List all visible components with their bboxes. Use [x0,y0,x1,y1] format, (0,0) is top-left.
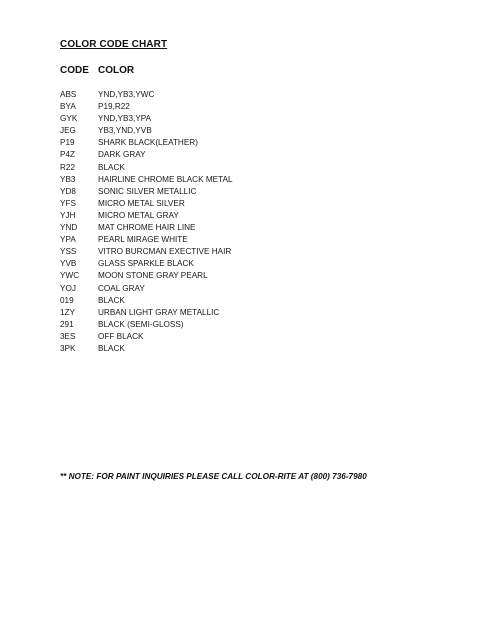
table-row [60,149,233,161]
color-code-cell: YND [60,223,78,233]
page-title: COLOR CODE CHART [60,39,168,50]
color-code-cell: P4Z [60,150,76,160]
table-row [60,89,233,101]
color-code-cell: 019 [60,295,74,305]
table-row [60,174,233,186]
color-name-cell: YB3,YND,YVB [98,126,152,136]
color-name-cell: YND,YB3,YPA [98,114,152,124]
table-row [60,343,233,355]
table-row [60,162,233,174]
table-row [60,331,233,343]
color-code-cell: ABS [60,90,77,99]
color-name-cell: HAIRLINE CHROME BLACK METAL [98,174,233,184]
color-code-cell: P19 [60,138,75,148]
color-name-cell: COAL GRAY [98,283,145,293]
color-code-cell: JEG [60,126,76,136]
color-name-cell: BLACK [98,162,125,172]
color-code-cell: YFS [60,198,76,208]
code-column-header: CODE [60,65,89,76]
color-name-cell: BLACK [98,295,125,305]
color-name-cell: OFF BLACK [98,331,144,341]
color-name-cell: YND,YB3,YWC [98,90,155,99]
color-name-cell: P19,R22 [98,102,130,112]
table-row [60,270,233,282]
table-header [60,65,134,76]
table-row [60,186,233,198]
color-code-cell: 291 [60,319,74,329]
color-code-cell: 3PK [60,343,76,353]
table-row [60,307,233,319]
table-row [60,222,233,234]
color-name-cell: MOON STONE GRAY PEARL [98,271,208,281]
color-code-cell: YJH [60,210,76,220]
paint-inquiry-note: ** NOTE: FOR PAINT INQUIRIES PLEASE CALL COLOR-RITE AT (800) 736-7980 [60,472,367,481]
table-row [60,101,233,113]
color-column-header: COLOR [98,65,135,76]
table-row [60,234,233,246]
color-code-cell: GYK [60,114,78,124]
color-name-cell: BLACK (SEMI-GLOSS) [98,319,184,329]
table-row [60,258,233,270]
color-name-cell: SONIC SILVER METALLIC [98,186,197,196]
color-name-cell: DARK GRAY [98,150,146,160]
table-row [60,137,233,149]
color-code-cell: YB3 [60,174,76,184]
color-name-cell: PEARL MIRAGE WHITE [98,235,188,245]
color-name-cell: GLASS SPARKLE BLACK [98,259,194,269]
color-code-cell: 1ZY [60,307,76,317]
color-code-cell: BYA [60,102,76,112]
color-code-cell: YVB [60,259,77,269]
table-row [60,198,233,210]
table-row [60,283,233,295]
color-name-cell: SHARK BLACK(LEATHER) [98,138,198,148]
color-name-cell: MICRO METAL SILVER [98,198,185,208]
table-row [60,113,233,125]
color-name-cell: URBAN LIGHT GRAY METALLIC [98,307,220,317]
table-row [60,210,233,222]
table-row [60,246,233,258]
color-code-cell: YD8 [60,186,76,196]
color-code-cell: YSS [60,247,77,257]
table-row [60,319,233,331]
color-code-cell: YPA [60,235,76,245]
color-name-cell: VITRO BURCMAN EXECTIVE HAIR [98,247,232,257]
color-name-cell: BLACK [98,343,125,353]
color-code-list [60,89,233,355]
color-code-cell: R22 [60,162,76,172]
table-row [60,125,233,137]
color-code-cell: YOJ [60,283,76,293]
color-code-cell: YWC [60,271,80,281]
table-row [60,295,233,307]
color-code-cell: 3ES [60,331,76,341]
color-name-cell: MAT CHROME HAIR LINE [98,223,196,233]
color-name-cell: MICRO METAL GRAY [98,210,179,220]
